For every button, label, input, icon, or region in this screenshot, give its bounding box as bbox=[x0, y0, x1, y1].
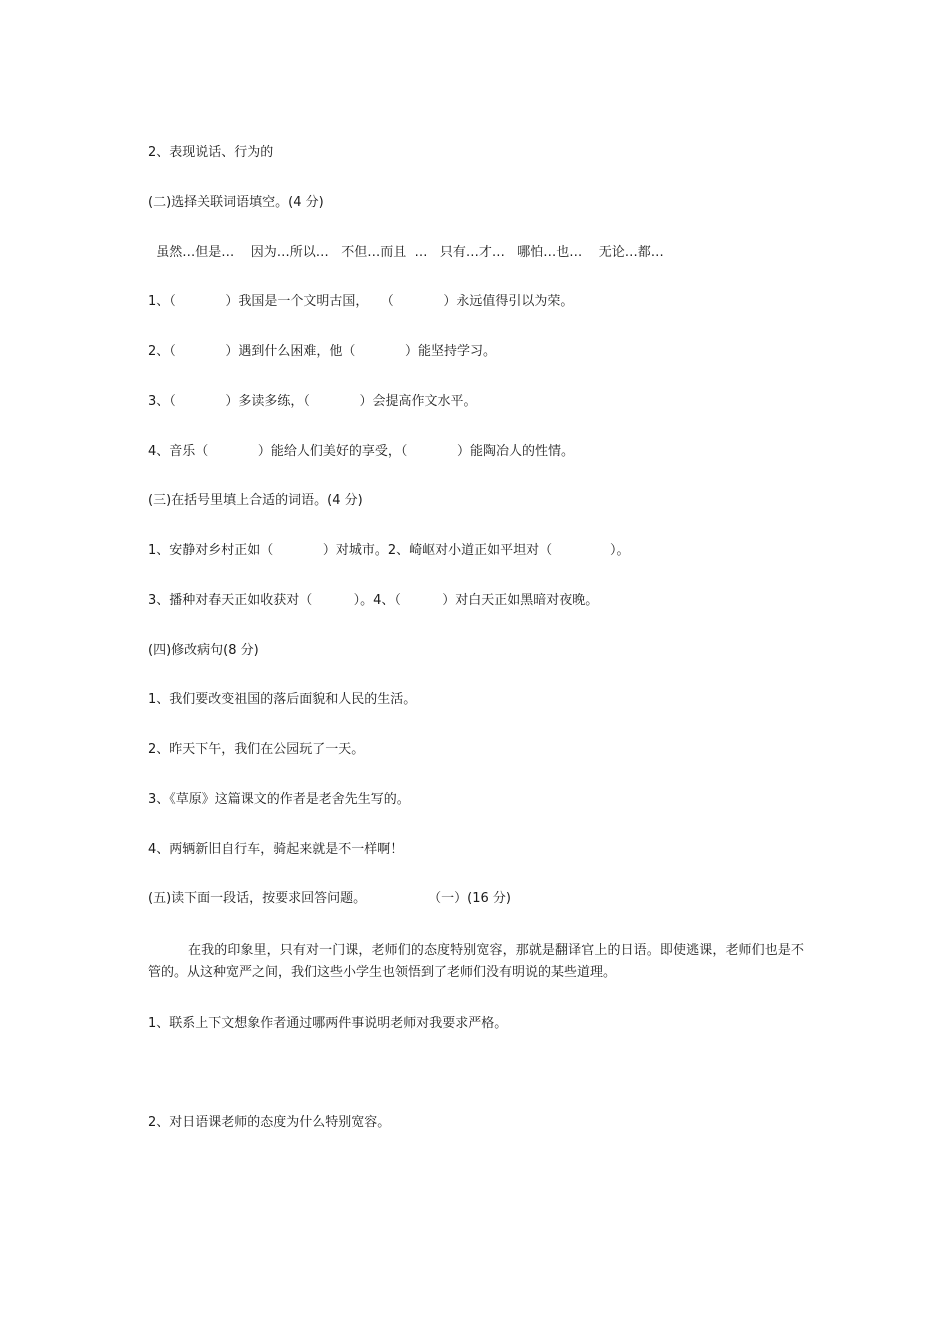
section-five-question-1: 1、联系上下文想象作者通过哪两件事说明老师对我要求严格。 bbox=[148, 1016, 508, 1031]
section-four-heading: (四)修改病句(8 分) bbox=[148, 643, 259, 658]
section-two-question-1: 1、（ ）我国是一个文明古国， （ ）永远值得引以为荣。 bbox=[148, 294, 574, 309]
section-three-heading: (三)在括号里填上合适的词语。(4 分) bbox=[148, 493, 363, 508]
section-three-questions-3-4: 3、播种对春天正如收获对（ ）。4、（ ）对白天正如黑暗对夜晚。 bbox=[148, 593, 599, 608]
section-three-questions-1-2: 1、安静对乡村正如（ ）对城市。2、崎岖对小道正如平坦对（ ）。 bbox=[148, 543, 630, 558]
section-five-heading: (五)读下面一段话，按要求回答问题。 （一）(16 分) bbox=[148, 891, 511, 906]
section-five-question-2: 2、对日语课老师的态度为什么特别宽容。 bbox=[148, 1115, 391, 1130]
section-four-sentence-1: 1、我们要改变祖国的落后面貌和人民的生活。 bbox=[148, 692, 417, 707]
section-four-sentence-2: 2、昨天下午，我们在公园玩了一天。 bbox=[148, 742, 365, 757]
section-four-sentence-4: 4、两辆新旧自行车，骑起来就是不一样啊！ bbox=[148, 842, 404, 857]
section-one-item-2: 2、表现说话、行为的 bbox=[148, 145, 274, 160]
reading-passage: 在我的印象里，只有对一门课，老师们的态度特别宽容，那就是翻译官上的日语。即使逃课，老师们也是不管的。从这种宽严之间，我们这些小学生也领悟到了老师们没有明说的某些道理。 bbox=[148, 943, 804, 980]
conjunction-word-bank: 虽然…但是… 因为…所以… 不但…而且 … 只有…才… 哪怕…也… 无论…都… bbox=[148, 245, 664, 260]
section-two-question-4: 4、音乐（ ）能给人们美好的享受，（ ）能陶冶人的性情。 bbox=[148, 444, 574, 459]
section-two-question-2: 2、（ ）遇到什么困难，他（ ）能坚持学习。 bbox=[148, 344, 496, 359]
section-four-sentence-3: 3、《草原》这篇课文的作者是老舍先生写的。 bbox=[148, 792, 410, 807]
section-two-heading: (二)选择关联词语填空。(4 分) bbox=[148, 195, 324, 210]
section-two-question-3: 3、（ ）多读多练，（ ）会提高作文水平。 bbox=[148, 394, 477, 409]
